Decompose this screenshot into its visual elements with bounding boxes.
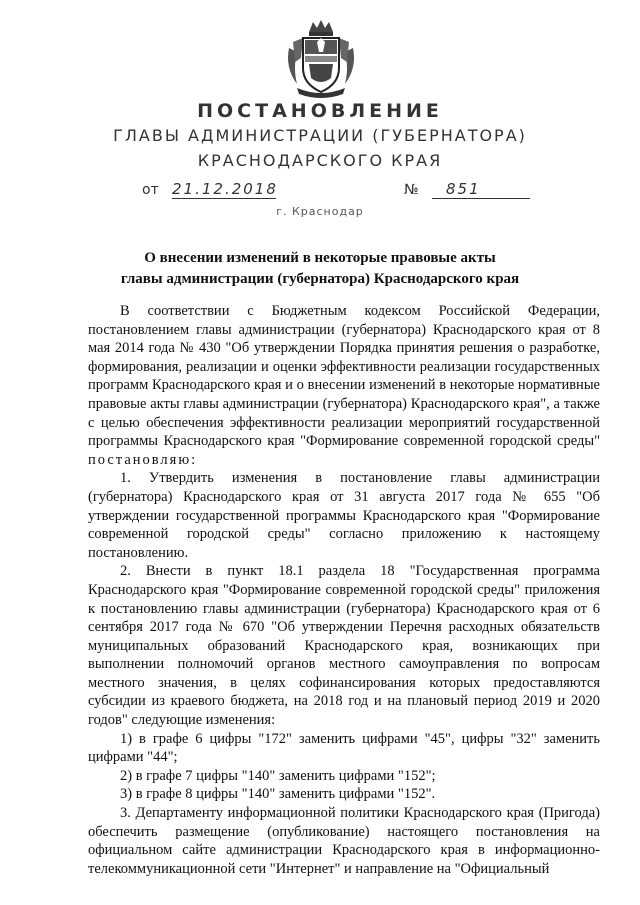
decree-word: постановляю: bbox=[88, 451, 198, 468]
krasnodar-coat-of-arms-icon bbox=[283, 18, 359, 98]
item-1-paragraph: 1. Утвердить изменения в постановление главы администрации (губернатора) Краснодарского края от 31 августа 2017 года № 655 "Об утверждении государственной программы Краснодарского края "Формирование современной городской среды" согласно приложению к настоящему постановлению. bbox=[88, 470, 600, 561]
preamble-text: В соответствии с Бюджетным кодексом Российской Федерации, постановлением главы администрации (губернатора) Краснодарского края от 8 мая 2014 года № 430 "Об утверждении Порядка принятия решения о разработке, формирования, реализации и оценки эффективности реализации государственных программ Краснодарского края и о внесении изменений в некоторые нормативные правовые акты главы администрации (губернатора) Краснодарского края", а также с целью обеспечения эффективности реализации мероприятий государственной программы Краснодарского края "Формирование современной городской среды" bbox=[88, 303, 600, 450]
number-prefix: № bbox=[404, 182, 419, 198]
title-line-1: О внесении изменений в некоторые правовые акты bbox=[144, 250, 496, 266]
preamble-paragraph bbox=[88, 302, 600, 469]
doc-type-heading: ПОСТАНОВЛЕНИЕ bbox=[197, 100, 443, 122]
subitem-1-paragraph: 1) в графе 6 цифры "172" заменить цифрами "45", цифры "32" заменить цифрами "44"; bbox=[88, 730, 600, 766]
date-prefix: от bbox=[142, 182, 159, 198]
title-line-2: главы администрации (губернатора) Краснодарского края bbox=[120, 271, 520, 287]
city-label: г. Краснодар bbox=[276, 205, 364, 218]
region-heading: КРАСНОДАРСКОГО КРАЯ bbox=[197, 151, 443, 170]
item-2-paragraph: 2. Внести в пункт 18.1 раздела 18 "Государственная программа Краснодарского края "Формирование современной городской среды" приложения к постановлению главы администрации (губернатора) Краснодарского края от 6 сентября 2017 года № 670 "Об утверждении Перечня расходных обязательств муниципальных образований Краснодарского края, возникающих при выполнении полномочий органов местного самоуправления по вопросам местного значения, в целях софинансирования которых предоставляются субсидии из краевого бюджета, на 2018 год и на плановый период 2019 и 2020 годов" следующие изменения: bbox=[88, 563, 600, 729]
document-number: 851 bbox=[432, 180, 530, 199]
subitem-2-paragraph: 2) в графе 7 цифры "140" заменить цифрами "152"; bbox=[120, 767, 436, 784]
document-date: 21.12.2018 bbox=[172, 180, 278, 198]
issuer-heading: ГЛАВЫ АДМИНИСТРАЦИИ (ГУБЕРНАТОРА) bbox=[113, 126, 527, 145]
item-3-paragraph: 3. Департаменту информационной политики Краснодарского края (Пригода) обеспечить размещение (опубликование) настоящего постановления на официальном сайте администрации Краснодарского края в информационно-телекоммуникационной сети "Интернет" и направление на "Официальный bbox=[88, 805, 600, 877]
document-body bbox=[88, 302, 600, 878]
subitem-3-paragraph: 3) в графе 8 цифры "140" заменить цифрами "152". bbox=[120, 786, 436, 803]
document-title bbox=[100, 248, 540, 290]
